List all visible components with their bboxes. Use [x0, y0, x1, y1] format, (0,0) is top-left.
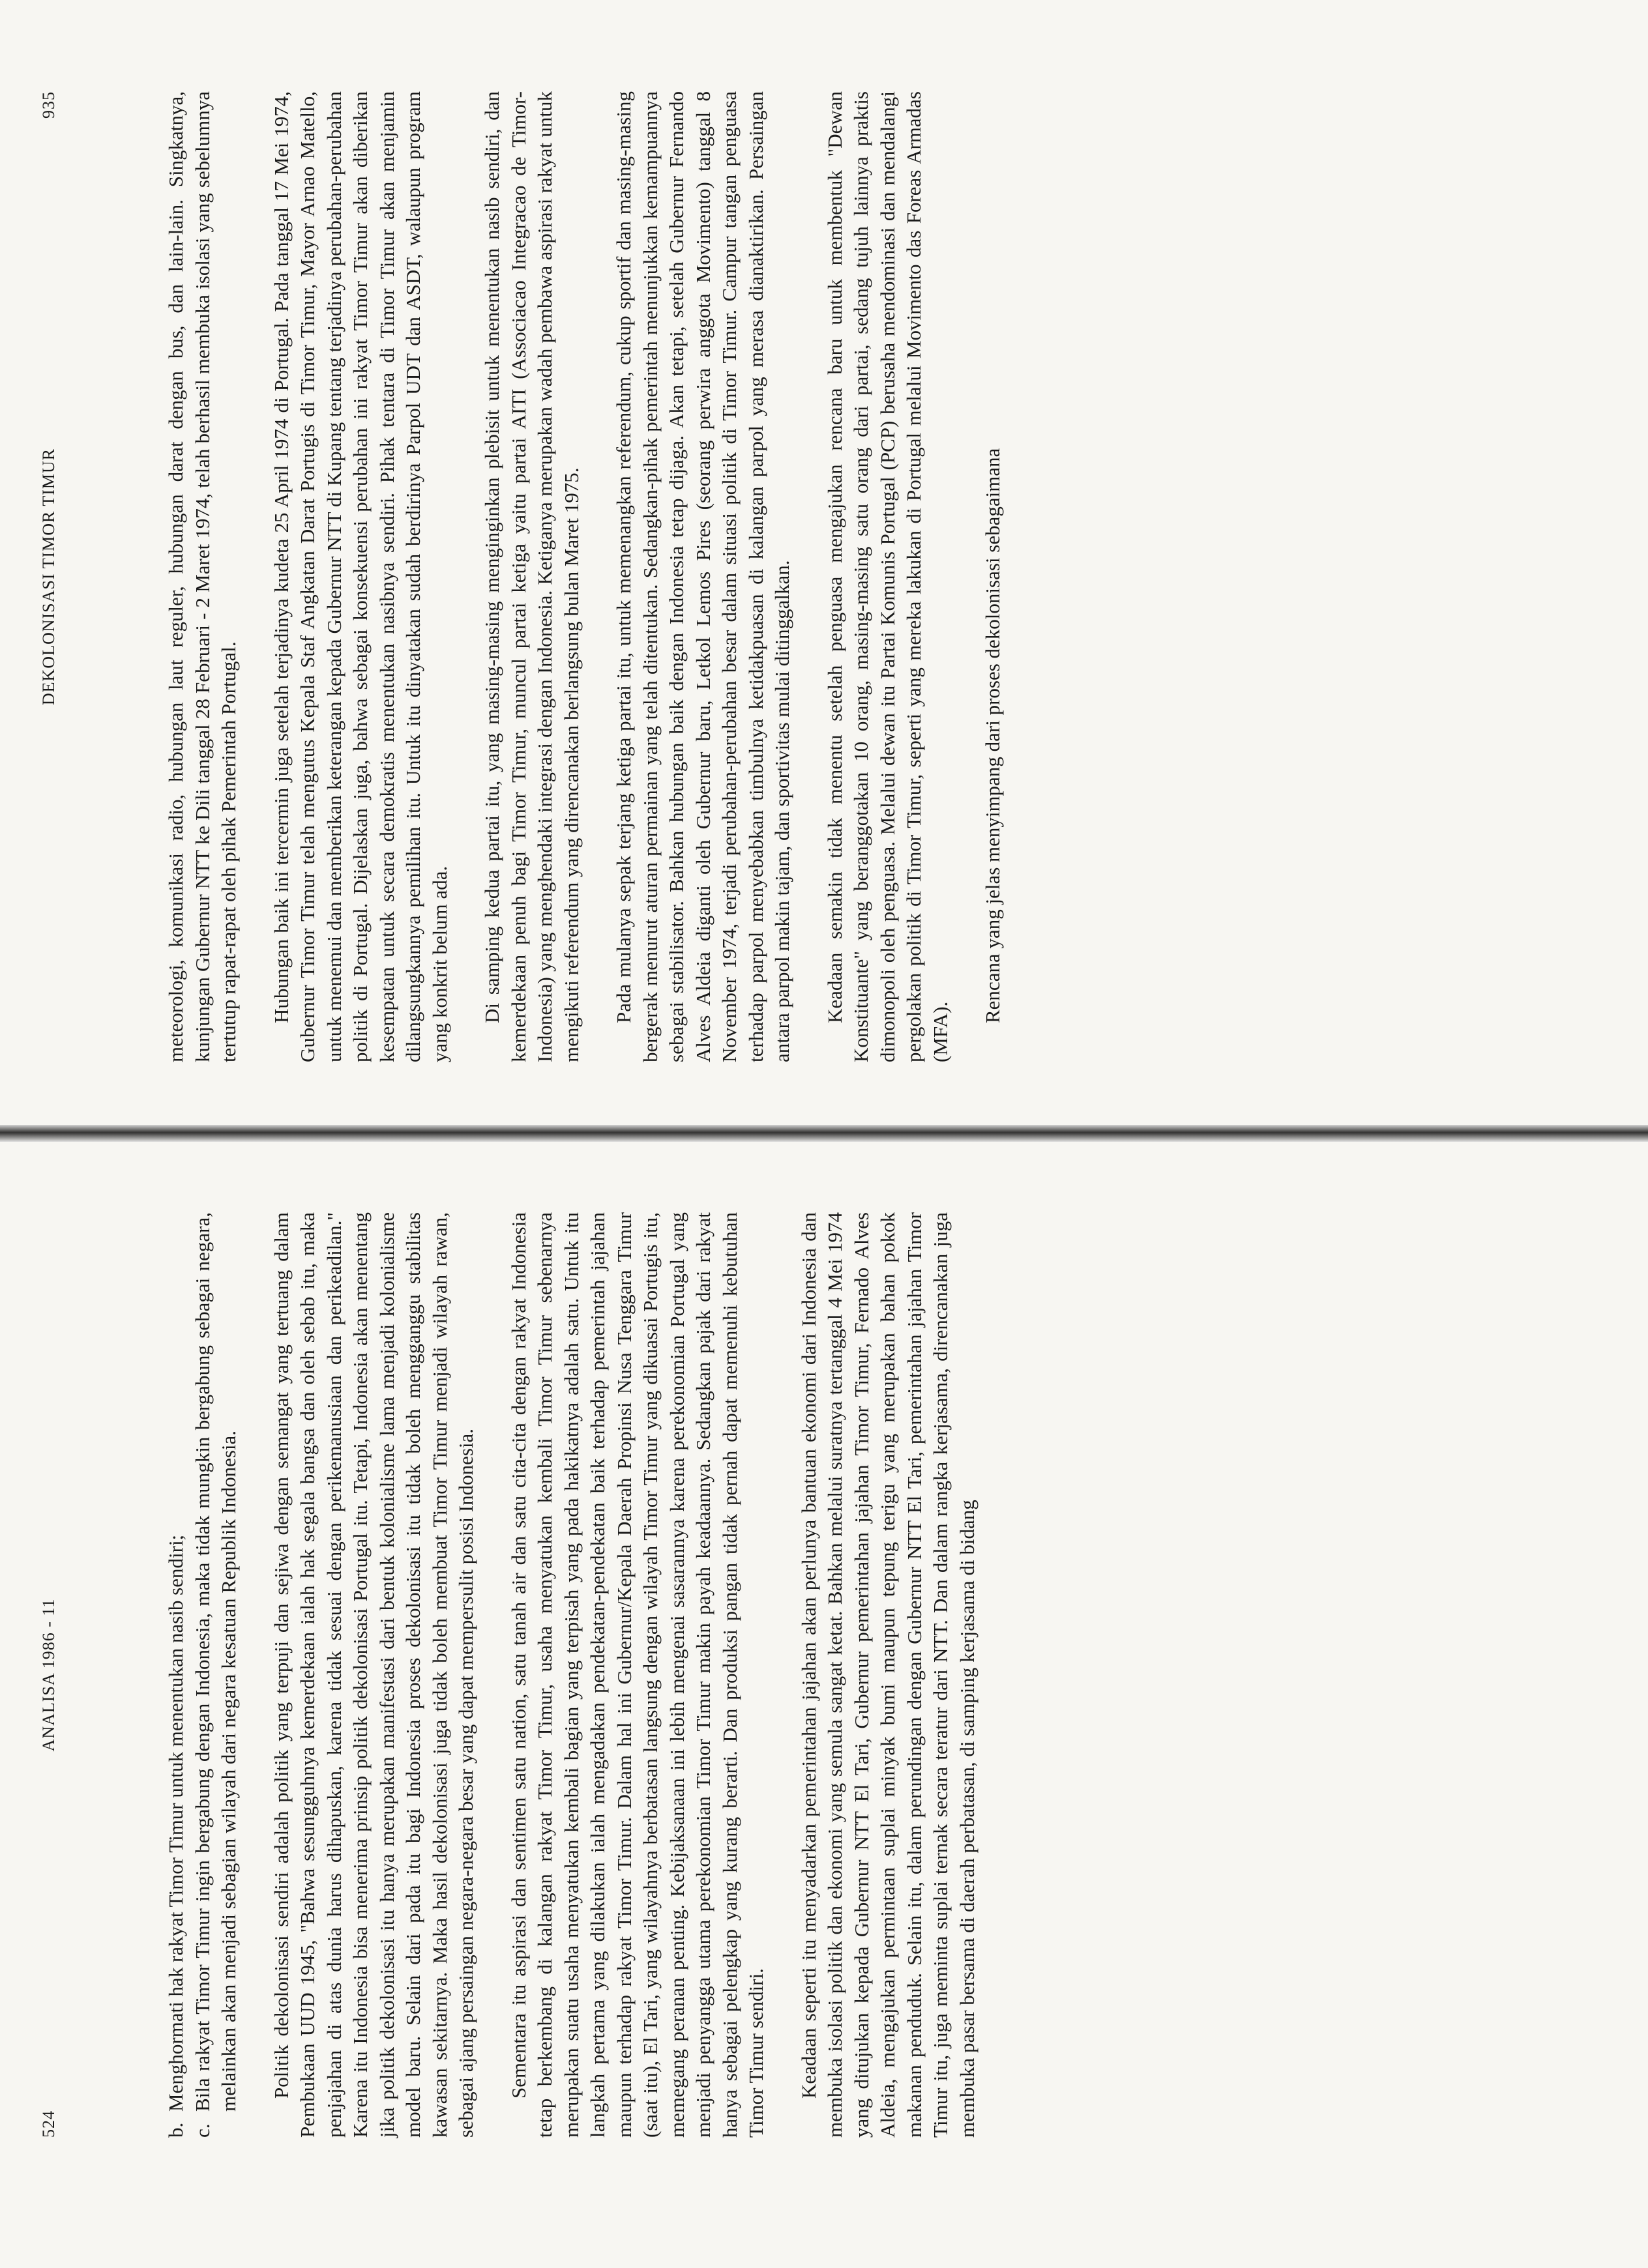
left-page [0, 1141, 1648, 2268]
list-marker: c. [190, 2123, 214, 2138]
enumerated-list [163, 1212, 243, 2138]
left-body [163, 1212, 980, 2138]
list-text: Bila rakyat Timor Timur ingin bergabung dengan Indonesia, maka tidak mungkin bergabung sebagai negara, melainkan akan menjadi sebagian wilayah dari negara kesatuan Republik Indonesia. [190, 1212, 240, 2112]
list-marker: b. [164, 2122, 187, 2138]
paragraph: Politik dekolonisasi sendiri adalah politik yang terpuji dan sejiwa dengan semangat yang tertuang dalam Pembukaan UUD 1945, "Bahwa sesungguhnya kemerdekaan ialah hak segala bangsa dan oleh sebab itu, maka penjajahan di atas dunia harus dihapuskan, karena tidak sesuai dengan perikemanusiaan dan perikeadilan." Karena itu Indonesia bisa menerima prinsip politik dekolonisasi Portugal itu. Tetapi, Indonesia akan menentang jika politik dekolonisasi itu hanya merupakan manifestasi dari bentuk kolonialisme lama menjadi kolonialisme model baru. Selain dari pada itu bagi Indonesia proses dekolonisasi itu tidak boleh mengganggu stabilitas kawasan sekitarnya. Maka hasil dekolonisasi juga tidak boleh membuat Timor Timur menjadi wilayah rawan, sebagai ajang persaingan negara-negara besar yang dapat mempersulit posisi Indonesia. [269, 1212, 477, 2138]
right-running-title: DEKOLONISASI TIMOR TIMUR [39, 448, 58, 706]
paragraph: Rencana yang jelas menyimpang dari proses dekolonisasi sebagaimana [981, 448, 1004, 1023]
paragraph: Di samping kedua partai itu, yang masing-masing menginginkan plebisit untuk menentukan nasib sendiri, dan kemerdekaan penuh bagi Timor Timur, muncul partai ketiga yaitu partai AITI (Associacao Integracao de Timor-Indonesia) yang menghendaki integrasi dengan Indonesia. Ketiganya merupakan wadah pembawa aspirasi rakyat untuk mengikuti referendum yang direncanakan berlangsung bulan Maret 1975. [480, 91, 583, 1062]
paragraph: Hubungan baik ini tercermin juga setelah terjadinya kudeta 25 April 1974 di Portugal. Pada tanggal 17 Mei 1974, Gubernur Timor Timur telah mengutus Kepala Staf Angkatan Darat Portugis di Timor Timur, Mayor Arnao Matello, untuk menemui dan memberikan keterangan kepada Gubernur NTT di Kupang tentang terjadinya perubahan-perubahan politik di Portugal. Dijelaskan juga, bahwa sebagai konsekuensi perubahan ini rakyat Timor Timur akan diberikan kesempatan untuk secara demokratis menentukan nasibnya sendiri. Pihak tentara di Timor Timur akan menjamin dilangsungkannya pemilihan itu. Untuk itu dinyatakan sudah berdirinya Parpol UDT dan ASDT, walaupun program yang konkrit belum ada. [269, 91, 451, 1062]
paragraph: Pada mulanya sepak terjang ketiga partai itu, untuk memenangkan referendum, cukup sportif dan masing-masing bergerak menurut aturan permainan yang telah ditentukan. Sedangkan-pihak pemerintah menunjukkan kemampuannya sebagai stabilisator. Bahkan hubungan baik dengan Indonesia tetap dijaga. Akan tetapi, setelah Gubernur Fernando Alves Aldeia diganti oleh Gubernur baru, Letkol Lemos Pires (seorang perwira anggota Movimento) tanggal 8 November 1974, terjadi perubahan-perubahan besar dalam situasi politik di Timor Timur. Campur tangan penguasa terhadap parpol menyebabkan timbulnya ketidakpuasan di kalangan parpol yang merasa dianaktirikan. Persaingan antara parpol makin tajam, dan sportivitas mulai ditinggalkan. [612, 91, 793, 1062]
list-text: Menghormati hak rakyat Timor Timur untuk menentukan nasib sendiri; [164, 1534, 187, 2112]
list-item [163, 1212, 190, 2138]
paragraph: Keadaan seperti itu menyadarkan pemerintahan jajahan akan perlunya bantuan ekonomi dari Indonesia dan membuka isolasi politik dan ekonomi yang semula sangat ketat. Bahkan melalui suratnya tertanggal 4 Mei 1974 yang ditujukan kepada Gubernur NTT El Tari, Gubernur pemerintahan jajahan Timor Timur, Fernado Alves Aldeia, mengajukan permintaan suplai minyak bumi maupun tepung terigu yang merupakan bahan pokok makanan penduduk. Selain itu, dalam perundingan dengan Gubernur NTT El Tari, pemerintahan jajahan Timor Timur itu, juga meminta suplai ternak secara teratur dari NTT. Dan dalam rangka kerjasama, direncanakan juga membuka pasar bersama di daerah perbatasan, di samping kerjasama di bidang [797, 1212, 978, 2138]
list-item [190, 1212, 243, 2138]
right-body [163, 91, 1007, 1062]
book-gutter-shadow [0, 1125, 1648, 1142]
paragraph: meteorologi, komunikasi radio, hubungan laut reguler, hubungan darat dengan bus, dan lain-lain. Singkatnya, kunjungan Gubernur NTT ke Dili tanggal 28 Februari - 2 Maret 1974, telah berhasil membuka isolasi yang sebelumnya tertutup rapat-rapat oleh pihak Pemerintah Portugal. [164, 91, 240, 1062]
paragraph: Keadaan semakin tidak menentu setelah penguasa mengajukan rencana baru untuk membentuk "Dewan Konstituante" yang beranggotakan 10 orang, masing-masing satu orang dari partai, sedang tujuh lainnya praktis dimonopoli oleh penguasa. Melalui dewan itu Partai Komunis Portugal (PCP) berusaha mendominasi dan mendalangi pergolakan politik di Timor Timur, seperti yang mereka lakukan di Portugal melalui Movimento das Foreas Armadas (MFA). [823, 91, 952, 1062]
paragraph: Sementara itu aspirasi dan sentimen satu nation, satu tanah air dan satu cita-cita dengan rakyat Indonesia tetap berkembang di kalangan rakyat Timor Timur, usaha menyatukan kembali Timor Timur sebenarnya merupakan suatu usaha menyatukan kembali bagian yang terpisah yang pada hakikatnya adalah satu. Untuk itu langkah pertama yang dilakukan ialah mengadakan pendekatan-pendekatan baik terhadap pemerintah jajahan maupun terhadap rakyat Timor Timur. Dalam hal ini Gubernur/Kepala Daerah Propinsi Nusa Tenggara Timur (saat itu), El Tari, yang wilayahnya berbatasan langsung dengan wilayah Timor Timur yang dikuasai Portugis itu, memegang peranan penting. Kebijaksanaan ini lebih mengenai sasarannya karena perekonomian Portugal yang menjadi penyangga utama perekonomian Timor Timur makin payah keadaannya. Sedangkan pajak dari rakyat hanya sebagai pelengkap yang kurang berarti. Dan produksi pangan tidak pernah dapat memenuhi kebutuhan Timor Timur sendiri. [507, 1212, 767, 2138]
right-running-head [33, 91, 78, 1062]
left-running-head [33, 1212, 78, 2138]
left-page-number: 524 [39, 2110, 58, 2138]
right-page [0, 0, 1648, 1121]
left-running-title: ANALISA 1986 - 11 [39, 1598, 58, 1752]
right-page-number: 935 [39, 91, 58, 119]
